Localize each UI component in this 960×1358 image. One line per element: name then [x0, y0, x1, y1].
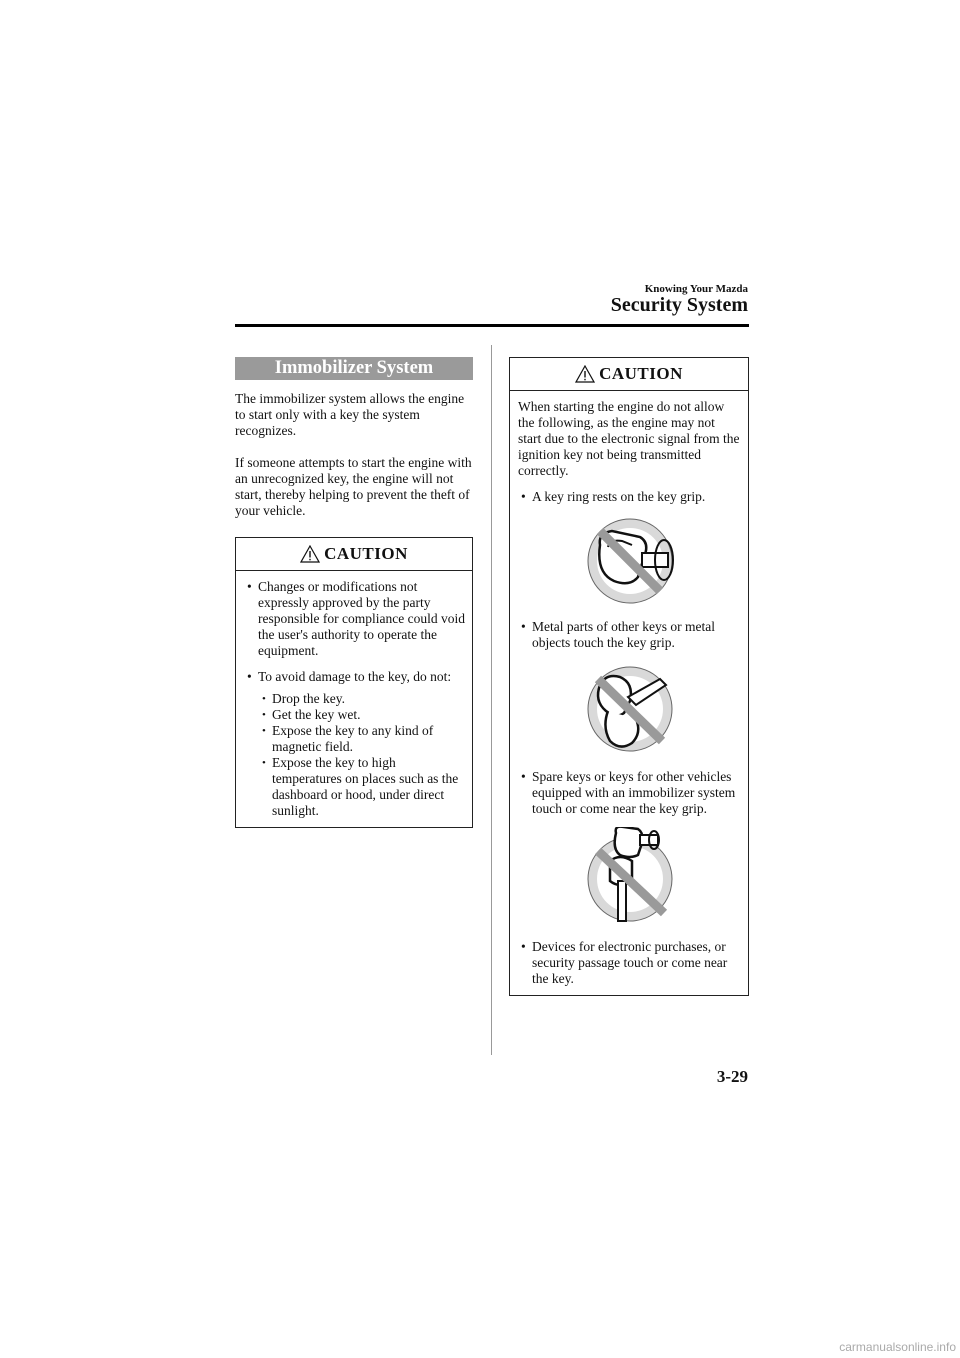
section-title: Security System [610, 294, 748, 316]
page-number: 3-29 [716, 1067, 748, 1086]
sub-bullet: • Get the key wet. [258, 707, 465, 723]
caution-intro: When starting the engine do not allow the following, as the engine may not start due to the electronic signal from the ignition key not being transmitted correctly. [518, 399, 740, 478]
immobilizer-heading: Immobilizer System [235, 357, 473, 380]
caution-item: • Metal parts of other keys or metal objects touch the key grip. [518, 619, 741, 651]
caution-box-right [509, 357, 749, 996]
sub-bullet: • Expose the key to high temperatures on places such as the dashboard or hood, under direct sunlight. [258, 755, 465, 819]
caution-title: CAUTION [599, 364, 683, 383]
caution-body [236, 571, 472, 827]
caution-bullet-text: To avoid damage to the key, do not: [258, 669, 452, 684]
caution-bullet: • Changes or modifications not expressly approved by the party responsible for compliance could void the user's authority to operate the equipment. [244, 579, 465, 659]
intro-paragraph-2: If someone attempts to start the engine with an unrecognized key, the engine will not start, thereby helping to prevent the theft of your vehicle. [235, 455, 472, 518]
caution-body [510, 391, 748, 995]
caution-item: • Spare keys or keys for other vehicles equipped with an immobilizer system touch or come near the key grip. [518, 769, 741, 817]
header-rule [235, 324, 749, 327]
caution-header [236, 538, 472, 571]
spare-keys-prohibited-icon [580, 827, 680, 927]
column-divider [491, 345, 492, 1055]
caution-header [510, 358, 748, 391]
watermark: carmanualsonline.info [839, 1340, 956, 1354]
chapter-title: Knowing Your Mazda [644, 283, 748, 295]
sub-bullet: • Expose the key to any kind of magnetic field. [258, 723, 465, 755]
warning-triangle-icon [575, 365, 595, 383]
right-column [509, 357, 749, 996]
metal-touching-key-prohibited-icon [580, 661, 680, 757]
left-column [235, 357, 473, 828]
sub-bullet: • Drop the key. [258, 691, 465, 707]
caution-title: CAUTION [324, 544, 408, 563]
caution-box-left [235, 537, 473, 828]
intro-paragraph-1: The immobilizer system allows the engine to start only with a key the system recognizes. [235, 391, 465, 438]
key-ring-prohibited-icon [580, 515, 680, 607]
caution-bullet [244, 669, 465, 819]
caution-item: • Devices for electronic purchases, or security passage touch or come near the key. [518, 939, 741, 987]
warning-triangle-icon [300, 545, 320, 563]
caution-item: • A key ring rests on the key grip. [518, 489, 741, 505]
